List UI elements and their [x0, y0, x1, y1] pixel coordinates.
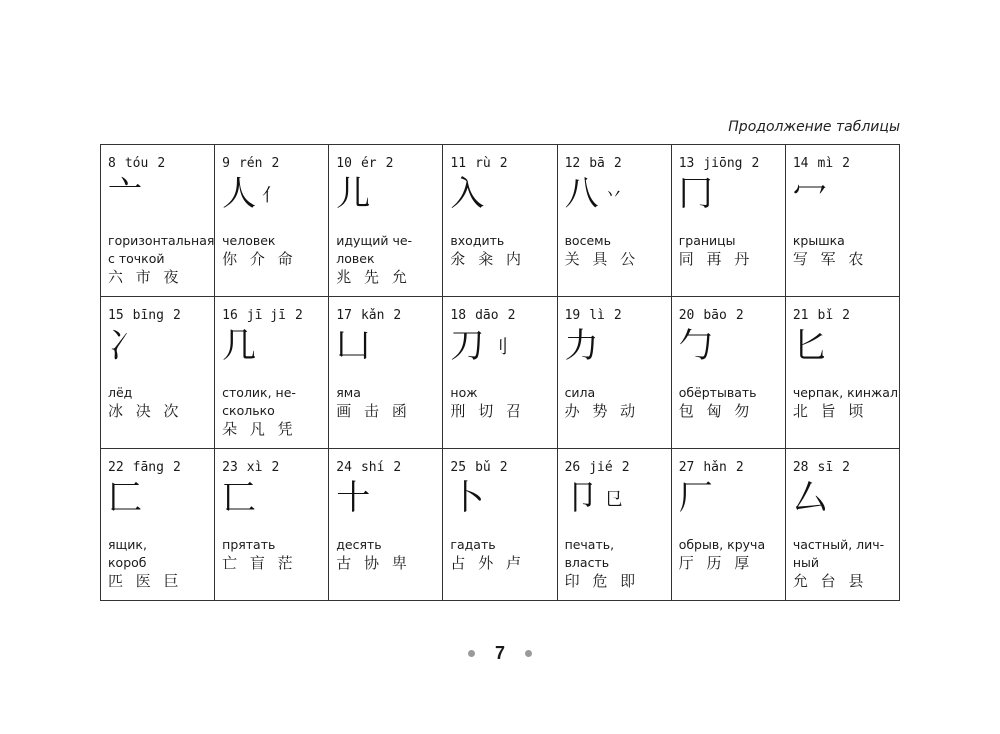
radical-glyph-line [222, 174, 328, 216]
radical-cell [215, 145, 329, 297]
radical-meaning: ящик, короб [108, 537, 147, 570]
radical-pinyin: rén [238, 156, 263, 171]
radical-pinyin: shí [360, 460, 385, 475]
radical-cell [671, 449, 785, 601]
radical-header [108, 308, 214, 324]
radical-glyph-line [793, 174, 899, 216]
radical-cell-content [329, 145, 442, 296]
radical-cell [671, 297, 785, 449]
radical-header [222, 460, 328, 476]
radical-header [679, 308, 785, 324]
radical-examples: 氽 籴 内 [450, 250, 525, 268]
radical-cell-content [443, 297, 556, 448]
radical-cell [101, 449, 215, 601]
radical-pinyin: bǐ [817, 308, 834, 323]
radical-header [565, 156, 671, 172]
radical-glyph: 人 [222, 174, 257, 214]
radical-stroke-count: 2 [385, 156, 394, 171]
radical-examples: 六 市 夜 [108, 268, 183, 286]
radical-glyph-line [679, 326, 785, 368]
radical-examples: 兆 先 允 [336, 268, 411, 286]
radical-cell [329, 449, 443, 601]
radical-cell [101, 145, 215, 297]
radical-cell [443, 297, 557, 449]
radical-cell-content [558, 145, 671, 296]
radical-header [450, 156, 556, 172]
radical-examples: 办 势 动 [564, 402, 640, 420]
radical-header [336, 156, 442, 172]
radical-variant-glyph: 亻 [262, 184, 281, 206]
radical-glyph-line [336, 174, 442, 216]
radical-examples: 北 旨 顷 [792, 402, 868, 420]
radical-glyph: 厂 [678, 478, 713, 518]
radical-variant-glyph: 丷 [604, 184, 623, 206]
radical-glyph-line [108, 174, 214, 216]
radical-header [679, 460, 785, 476]
radical-examples: 同 再 丹 [678, 250, 754, 268]
radical-glyph-line [336, 326, 442, 368]
radical-pinyin: sī [817, 460, 834, 475]
radical-header [108, 460, 214, 476]
radical-glyph-line [679, 478, 785, 520]
radical-glyph: 几 [222, 326, 257, 366]
radical-stroke-count: 2 [172, 460, 181, 475]
radical-cell-content [786, 297, 899, 448]
radical-number: 12 [564, 156, 581, 171]
radical-glyph-line [793, 326, 899, 368]
radical-meaning: человек [222, 233, 276, 248]
radical-number: 9 [222, 156, 230, 171]
radical-pinyin: bā [589, 156, 605, 171]
radical-cell-content [558, 297, 671, 448]
radical-glyph: 卩 [564, 478, 599, 518]
radical-cell-content [101, 449, 214, 600]
radical-meaning: печать, власть [564, 537, 615, 570]
radical-glyph-line [450, 174, 556, 216]
radical-stroke-count: 2 [613, 156, 622, 171]
radical-examples: 冰 决 次 [108, 402, 183, 420]
radical-pinyin: fāng [132, 460, 164, 475]
radical-number: 10 [336, 156, 352, 171]
radical-cell-content [329, 297, 442, 448]
radical-examples: 你 介 命 [222, 250, 297, 268]
radical-glyph-line [108, 478, 214, 520]
bullet-dot-right-icon [525, 650, 532, 657]
radical-cell [215, 297, 329, 449]
radical-cell [557, 297, 671, 449]
radical-glyph: 力 [564, 326, 599, 366]
radical-header [450, 460, 556, 476]
radical-number: 18 [450, 308, 467, 323]
radical-examples: 亡 盲 茫 [222, 554, 297, 572]
radical-cell-content [558, 449, 671, 600]
radical-cell [443, 449, 557, 601]
radical-stroke-count: 2 [393, 308, 402, 323]
radical-cell-content [786, 449, 899, 600]
radical-header [450, 308, 556, 324]
radical-cell-content [443, 145, 556, 296]
bullet-dot-left-icon [468, 650, 475, 657]
radical-cell [785, 449, 899, 601]
radical-number: 13 [678, 156, 695, 171]
radical-cell-content [215, 297, 328, 448]
radical-glyph: 匕 [792, 326, 827, 366]
radical-number: 14 [792, 156, 809, 171]
radical-cell [329, 145, 443, 297]
radical-glyph: 匸 [222, 478, 257, 518]
radical-pinyin: mì [817, 156, 834, 171]
radical-number: 20 [678, 308, 695, 323]
radical-stroke-count: 2 [842, 156, 850, 171]
radical-examples: 古 协 卑 [336, 554, 411, 572]
radical-meaning: десять [336, 537, 382, 552]
radical-cell [329, 297, 443, 449]
radical-glyph-line [565, 174, 671, 216]
radical-cell-content [443, 449, 556, 600]
radical-glyph-line [336, 478, 442, 520]
radical-pinyin: bāo [703, 308, 727, 323]
radical-pinyin: dāo [475, 308, 499, 323]
radical-pinyin: rù [475, 156, 491, 171]
radical-pinyin: xì [246, 460, 263, 475]
radical-meaning: яма [336, 385, 361, 400]
radical-examples: 匹 医 巨 [108, 572, 183, 590]
radical-number: 24 [336, 460, 352, 475]
radical-examples: 朵 凡 凭 [222, 420, 297, 438]
radical-stroke-count: 2 [271, 460, 280, 475]
radical-stroke-count: 2 [393, 460, 402, 475]
radical-variant-glyph: 刂 [490, 336, 509, 358]
radical-glyph: 匚 [108, 478, 142, 518]
radical-stroke-count: 2 [735, 308, 744, 323]
radical-meaning: черпак, кинжал [792, 385, 898, 400]
radical-glyph: 儿 [336, 174, 371, 214]
radical-cell [557, 145, 671, 297]
radical-stroke-count: 2 [751, 156, 760, 171]
radical-stroke-count: 2 [499, 156, 508, 171]
radical-cell-content [329, 449, 442, 600]
radical-examples: 写 军 农 [792, 250, 868, 268]
radical-meaning: обёртывать [678, 385, 757, 400]
radical-examples: 印 危 即 [564, 572, 640, 590]
radical-cell [215, 449, 329, 601]
radical-examples: 允 台 县 [792, 572, 868, 590]
radical-variant-glyph: 㔾 [604, 488, 623, 510]
radical-glyph-line [565, 326, 671, 368]
radical-header [793, 156, 899, 172]
radical-glyph-line [222, 326, 328, 368]
radical-stroke-count: 2 [735, 460, 744, 475]
radical-pinyin: hǎn [703, 460, 727, 475]
radical-meaning: прятать [222, 537, 276, 552]
radical-glyph: 八 [564, 174, 599, 214]
radical-glyph: 亠 [108, 174, 142, 214]
radical-meaning: частный, лич- ный [792, 537, 885, 570]
radical-glyph: 勹 [678, 326, 713, 366]
radical-cell [785, 145, 899, 297]
radical-pinyin: bīng [132, 308, 164, 323]
radical-glyph: 卜 [450, 478, 485, 518]
radical-header [222, 156, 328, 172]
radical-header [565, 460, 671, 476]
radical-glyph-line [565, 478, 671, 520]
radical-meaning: лёд [108, 385, 133, 400]
radical-cell-content [786, 145, 899, 296]
radical-stroke-count: 2 [613, 308, 622, 323]
page-number: 7 [494, 643, 505, 663]
radical-cell [557, 449, 671, 601]
radical-examples: 占 外 卢 [450, 554, 525, 572]
radical-number: 19 [564, 308, 581, 323]
radical-cell [671, 145, 785, 297]
radical-pinyin: jié [589, 460, 613, 475]
radical-stroke-count: 2 [172, 308, 181, 323]
radical-meaning: горизонтальная с точкой [108, 233, 215, 266]
radical-examples: 关 具 公 [564, 250, 640, 268]
radical-meaning: сила [564, 385, 596, 400]
radical-glyph-line [222, 478, 328, 520]
radical-cell-content [672, 449, 785, 600]
table-caption: Продолжение таблицы [728, 119, 900, 135]
radical-header [793, 308, 899, 324]
radical-glyph: 凵 [336, 326, 371, 366]
radical-examples: 包 匈 勿 [678, 402, 754, 420]
radical-cell [101, 297, 215, 449]
radicals-table [100, 144, 900, 601]
radical-glyph: 冫 [108, 326, 142, 366]
radical-examples: 刑 切 召 [450, 402, 525, 420]
radical-number: 16 [222, 308, 238, 323]
radical-stroke-count: 2 [271, 156, 280, 171]
radical-number: 22 [108, 460, 124, 475]
radical-cell-content [672, 297, 785, 448]
radical-glyph-line [450, 478, 556, 520]
radical-number: 26 [564, 460, 581, 475]
radical-pinyin: ér [360, 156, 377, 171]
radical-header [336, 460, 442, 476]
radical-pinyin: lì [589, 308, 605, 323]
radical-glyph-line [793, 478, 899, 520]
radical-glyph-line [679, 174, 785, 216]
radical-meaning: восемь [564, 233, 611, 248]
radical-glyph: 冖 [792, 174, 827, 214]
radical-header [679, 156, 785, 172]
radical-number: 15 [108, 308, 124, 323]
radical-header [222, 308, 328, 324]
radical-number: 23 [222, 460, 238, 475]
radical-stroke-count: 2 [294, 308, 303, 323]
radical-cell [443, 145, 557, 297]
radical-number: 8 [108, 156, 116, 171]
radical-header [793, 460, 899, 476]
radical-pinyin: jiōng [703, 156, 743, 171]
table-row [101, 145, 900, 297]
radical-header [565, 308, 671, 324]
radical-stroke-count: 2 [842, 308, 850, 323]
radical-meaning: столик, не- сколько [222, 385, 296, 418]
radical-cell-content [215, 449, 328, 600]
radical-number: 11 [450, 156, 467, 171]
radical-number: 21 [792, 308, 809, 323]
radical-glyph: 冂 [678, 174, 713, 214]
radical-stroke-count: 2 [499, 460, 508, 475]
radical-meaning: обрыв, круча [678, 537, 766, 552]
radical-meaning: идущий че- ловек [336, 233, 413, 266]
radical-meaning: границы [678, 233, 736, 248]
radical-header [108, 156, 214, 172]
radical-stroke-count: 2 [842, 460, 850, 475]
table-row [101, 297, 900, 449]
radical-stroke-count: 2 [157, 156, 166, 171]
page-footer [0, 643, 1000, 664]
radical-meaning: нож [450, 385, 478, 400]
radical-cell [785, 297, 899, 449]
radical-cell-content [101, 145, 214, 296]
radical-meaning: входить [450, 233, 505, 248]
radical-number: 27 [678, 460, 695, 475]
radical-cell-content [101, 297, 214, 448]
radical-meaning: крышка [792, 233, 845, 248]
radical-cell-content [672, 145, 785, 296]
radical-number: 25 [450, 460, 467, 475]
radical-examples: 厅 历 厚 [678, 554, 754, 572]
radical-glyph-line [450, 326, 556, 368]
radical-stroke-count: 2 [507, 308, 516, 323]
radical-cell-content [215, 145, 328, 296]
radical-header [336, 308, 442, 324]
radical-glyph: 厶 [792, 478, 827, 518]
radical-glyph: 刀 [450, 326, 485, 366]
radical-examples: 画 击 函 [336, 402, 411, 420]
radical-pinyin: jī jī [246, 308, 286, 323]
radical-glyph: 十 [336, 478, 371, 518]
table-row [101, 449, 900, 601]
radical-pinyin: bǔ [475, 460, 491, 475]
radical-glyph-line [108, 326, 214, 368]
radical-number: 28 [792, 460, 809, 475]
radical-number: 17 [336, 308, 352, 323]
radical-glyph: 入 [450, 174, 485, 214]
radical-stroke-count: 2 [621, 460, 630, 475]
radical-pinyin: kǎn [360, 308, 385, 323]
radical-pinyin: tóu [124, 156, 149, 171]
radical-meaning: гадать [450, 537, 496, 552]
